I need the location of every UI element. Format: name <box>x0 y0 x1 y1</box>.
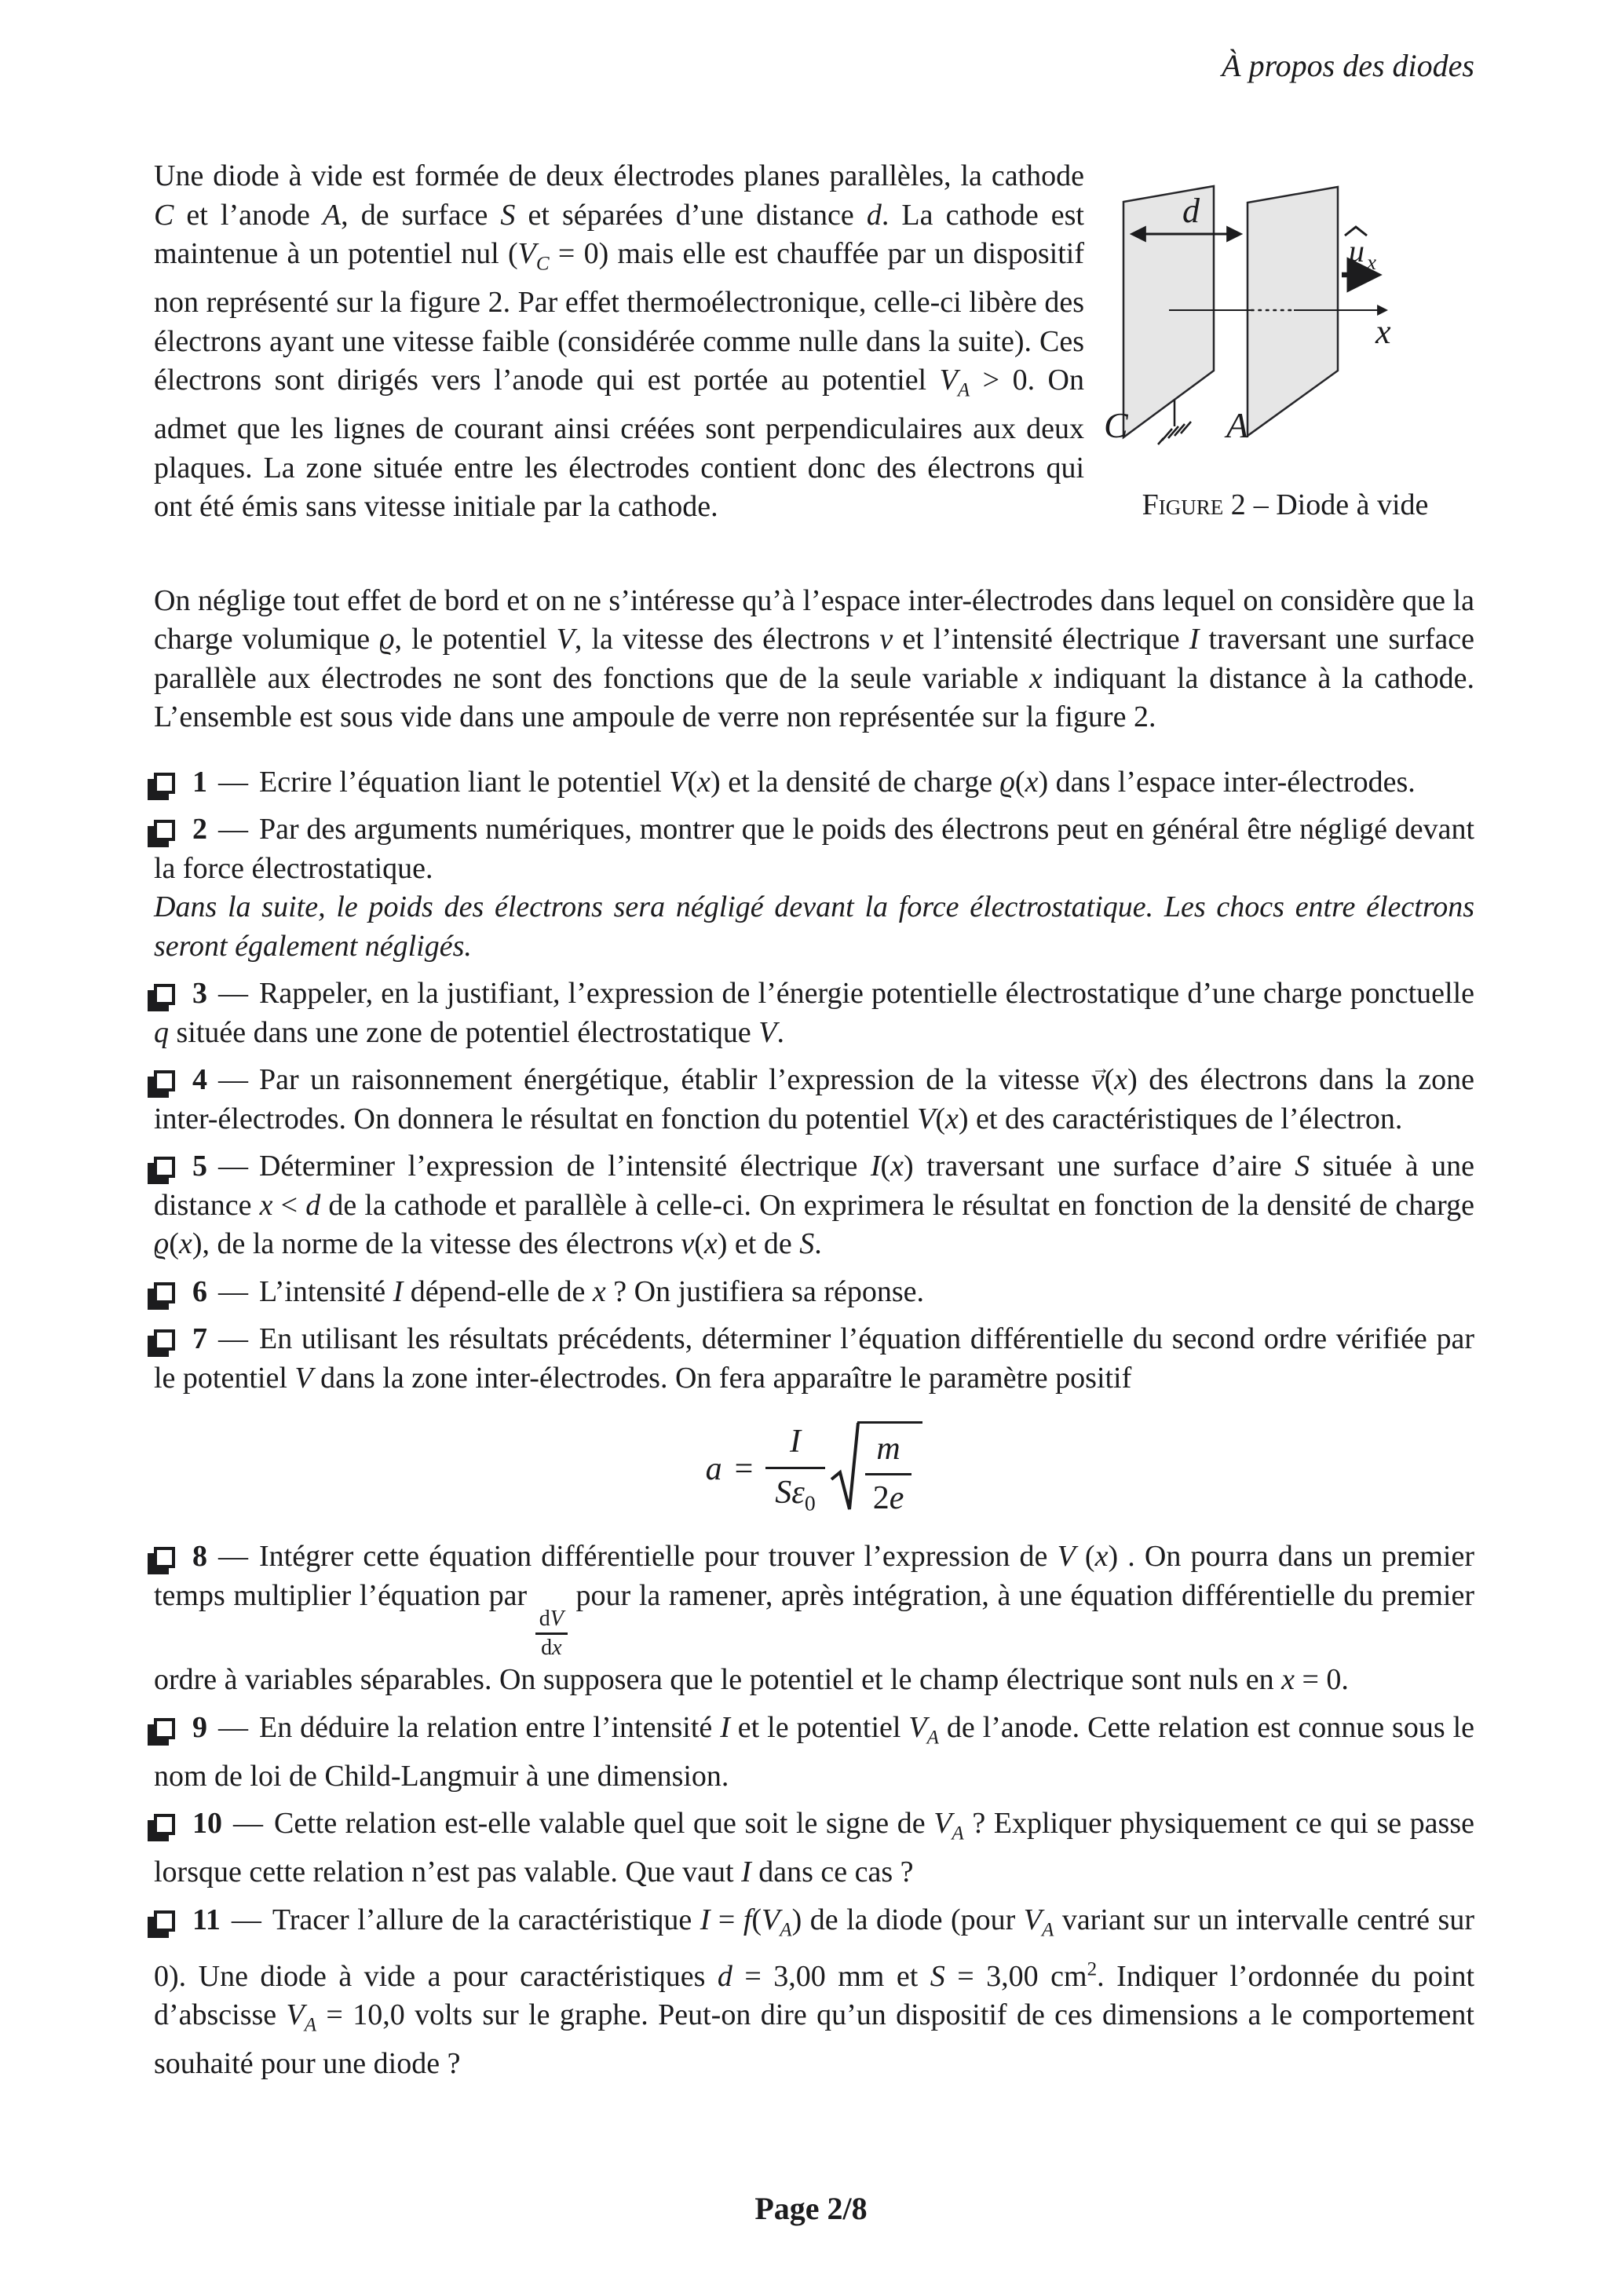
question-text: Cette relation est-elle valable quel que soit le signe de $V_A$ ? Expliquer physiquement ce qui se passe lorsque cette relation n’est pas valable. Que vaut I dans ce cas ? <box>154 1807 1474 1889</box>
figure-caption <box>1096 488 1474 522</box>
x-axis-label: x <box>1375 313 1391 351</box>
figure-diode <box>1096 177 1474 522</box>
question-dash: — <box>218 1274 248 1308</box>
question-4 <box>154 1061 1474 1139</box>
question-number: 2 <box>192 813 207 846</box>
diode-diagram <box>1096 177 1474 459</box>
radical-sign <box>830 1421 860 1515</box>
ux-label: u <box>1349 233 1364 269</box>
square-root <box>830 1421 923 1517</box>
question-5 <box>154 1147 1474 1264</box>
question-11 <box>154 1901 1474 2084</box>
question-number: 9 <box>192 1710 207 1744</box>
equation-lhs: a <box>705 1451 722 1488</box>
running-header: À propos des diodes <box>1222 48 1474 83</box>
question-10 <box>154 1804 1474 1892</box>
question-number: 10 <box>192 1807 222 1841</box>
question-text: Par un raisonnement énergétique, établir l’expression de la vitesse → v(x) des électrons dans la zone inter-électrodes. On donnera le résultat en fonction du potentiel V(x) et des caractéristiques de l’électron. <box>154 1063 1474 1135</box>
question-dash: — <box>218 813 248 846</box>
checkbox-icon <box>154 773 175 794</box>
question-text: Rappeler, en la justifiant, l’expression de l’énergie potentielle électrostatique d’une charge ponctuelle q située dans une zone de potentiel électrostatique V. <box>154 977 1474 1049</box>
question-dash: — <box>218 1063 248 1097</box>
question-number: 11 <box>192 1903 221 1936</box>
ux-label-subscript: x <box>1367 250 1376 274</box>
intro-row <box>154 157 1474 527</box>
question-number: 1 <box>192 765 207 799</box>
equation-fraction <box>765 1423 824 1515</box>
question-2 <box>154 810 1474 888</box>
question-number: 7 <box>192 1322 207 1356</box>
question-text: Tracer l’allure de la caractéristique $I = f(V_A)$ de la diode (pour $V_A$ variant sur un intervalle centré sur 0). Une diode à vide a pour caractéristiques d = 3,00 mm et S = 3,00 $cm^2$. Indiquer l’ordonnée du point d’abscisse $V_A = 10,0$ volts sur le graphe. Peut-on dire qu’un dispositif de ces dimensions a le comportement souhaité pour une diode ? <box>154 1903 1474 2081</box>
question-text: En utilisant les résultats précédents, déterminer l’équation différentielle du second ordre vérifiée par le potentiel V dans la zone inter-électrodes. On fera apparaître le paramètre positif <box>154 1322 1474 1395</box>
question-dash: — <box>233 1807 263 1841</box>
page-content <box>154 157 1474 2084</box>
question-number: 4 <box>192 1063 207 1097</box>
question-number: 8 <box>192 1540 207 1574</box>
checkbox-icon <box>154 1070 175 1091</box>
question-dash: — <box>218 765 248 799</box>
question-1 <box>154 763 1474 803</box>
checkbox-icon <box>154 1718 175 1739</box>
checkbox-icon <box>154 984 175 1005</box>
question-number: 6 <box>192 1274 207 1308</box>
question-text: Par des arguments numériques, montrer que le poids des électrons peut en général être négligé devant la force électrostatique. <box>154 813 1474 885</box>
question-text: Ecrire l’équation liant le potentiel V(x) et la densité de charge ϱ(x) dans l’espace inter-électrodes. <box>259 765 1416 799</box>
parameter-equation <box>154 1421 1474 1517</box>
checkbox-icon <box>154 1814 175 1835</box>
question-text: Déterminer l’expression de l’intensité électrique I(x) traversant une surface d’aire S située à une distance x < d de la cathode et parallèle à celle-ci. On exprimera le résultat en fonction de la densité de charge ϱ(x), de la norme de la vitesse des électrons v(x) et de S. <box>154 1150 1475 1261</box>
question-dash: — <box>218 977 248 1011</box>
intro-paragraph-2: On néglige tout effet de bord et on ne s’intéresse qu’à l’espace inter-électrodes dans lequel on considère que la charge volumique ϱ, le potentiel V, la vitesse des électrons v et l’intensité électrique I traversant une surface parallèle aux électrodes ne sont des fonctions que de la seule variable x indiquant la distance à la cathode. L’ensemble est sous vide dans une ampoule de verre non représentée sur la figure 2. <box>154 583 1475 734</box>
intro-paragraph-1: Une diode à vide est formée de deux électrodes planes parallèles, la cathode C et l’anode A, de surface S et séparées d’une distance d. La cathode est maintenue à un potentiel nul $(V_C = 0)$ mais elle est chauffée par un dispositif non représenté sur la figure 2. Par effet thermoélectronique, celle-ci libère des électrons ayant une vitesse faible (considérée comme nulle dans la suite). Ces électrons sont dirigés vers l’anode qui est portée au potentiel $V_A > 0$. On admet que les lignes de courant ainsi créées sont perpendiculaires aux deux plaques. La zone située entre les électrodes contient donc des électrons qui ont été émis sans vitesse initiale par la cathode. <box>154 159 1085 524</box>
checkbox-icon <box>154 1157 175 1178</box>
checkbox-icon <box>154 1547 175 1568</box>
fraction-denominator: $S\varepsilon_0$ <box>765 1467 824 1515</box>
question-number: 5 <box>192 1150 207 1183</box>
anode-plate <box>1248 187 1338 436</box>
question-7 <box>154 1320 1474 1398</box>
cathode-plate <box>1123 186 1214 437</box>
distance-label: d <box>1182 192 1200 230</box>
question-dash: — <box>218 1322 248 1356</box>
radicand-denominator: 2e <box>865 1473 912 1517</box>
cathode-label: C <box>1104 405 1128 445</box>
question-6 <box>154 1273 1474 1312</box>
question-text: L’intensité I dépend-elle de x ? On justifiera sa réponse. <box>259 1274 924 1308</box>
question-3 <box>154 974 1474 1052</box>
question-dash: — <box>218 1710 248 1744</box>
equals-sign: = <box>734 1451 754 1488</box>
italic-note: Dans la suite, le poids des électrons sera négligé devant la force électrostatique. Les chocs entre électrons seront également négligés. <box>154 890 1474 963</box>
checkbox-icon <box>154 1329 175 1351</box>
question-dash: — <box>231 1903 261 1936</box>
checkbox-icon <box>154 1282 175 1303</box>
page-number: Page 2/8 <box>754 2191 868 2226</box>
fraction-numerator: I <box>790 1423 801 1460</box>
question-dash: — <box>218 1540 248 1574</box>
question-text: En déduire la relation entre l’intensité I et le potentiel $V_A$ de l’anode. Cette relation est connue sous le nom de loi de Child-Langmuir à une dimension. <box>154 1710 1474 1793</box>
radicand <box>857 1421 923 1517</box>
question-text: Intégrer cette équation différentielle pour trouver l’expression de V (x) . On pourra dans un premier temps multiplier l’équation par $\frac{dV}{dx}$ pour la ramener, après intégration, à une équation différentielle du premier ordre à variables séparables. On supposera que le potentiel et le champ électrique sont nuls en x = 0. <box>154 1540 1474 1697</box>
question-8 <box>154 1537 1474 1699</box>
figure-caption-label: Figure 2 <box>1142 488 1246 521</box>
question-number: 3 <box>192 977 207 1011</box>
figure-caption-text: – Diode à vide <box>1253 488 1429 521</box>
radicand-numerator: m <box>876 1431 901 1468</box>
anode-label: A <box>1226 405 1249 445</box>
checkbox-icon <box>154 1910 175 1932</box>
question-9 <box>154 1709 1474 1797</box>
checkbox-icon <box>154 820 175 841</box>
question-dash: — <box>218 1150 248 1183</box>
